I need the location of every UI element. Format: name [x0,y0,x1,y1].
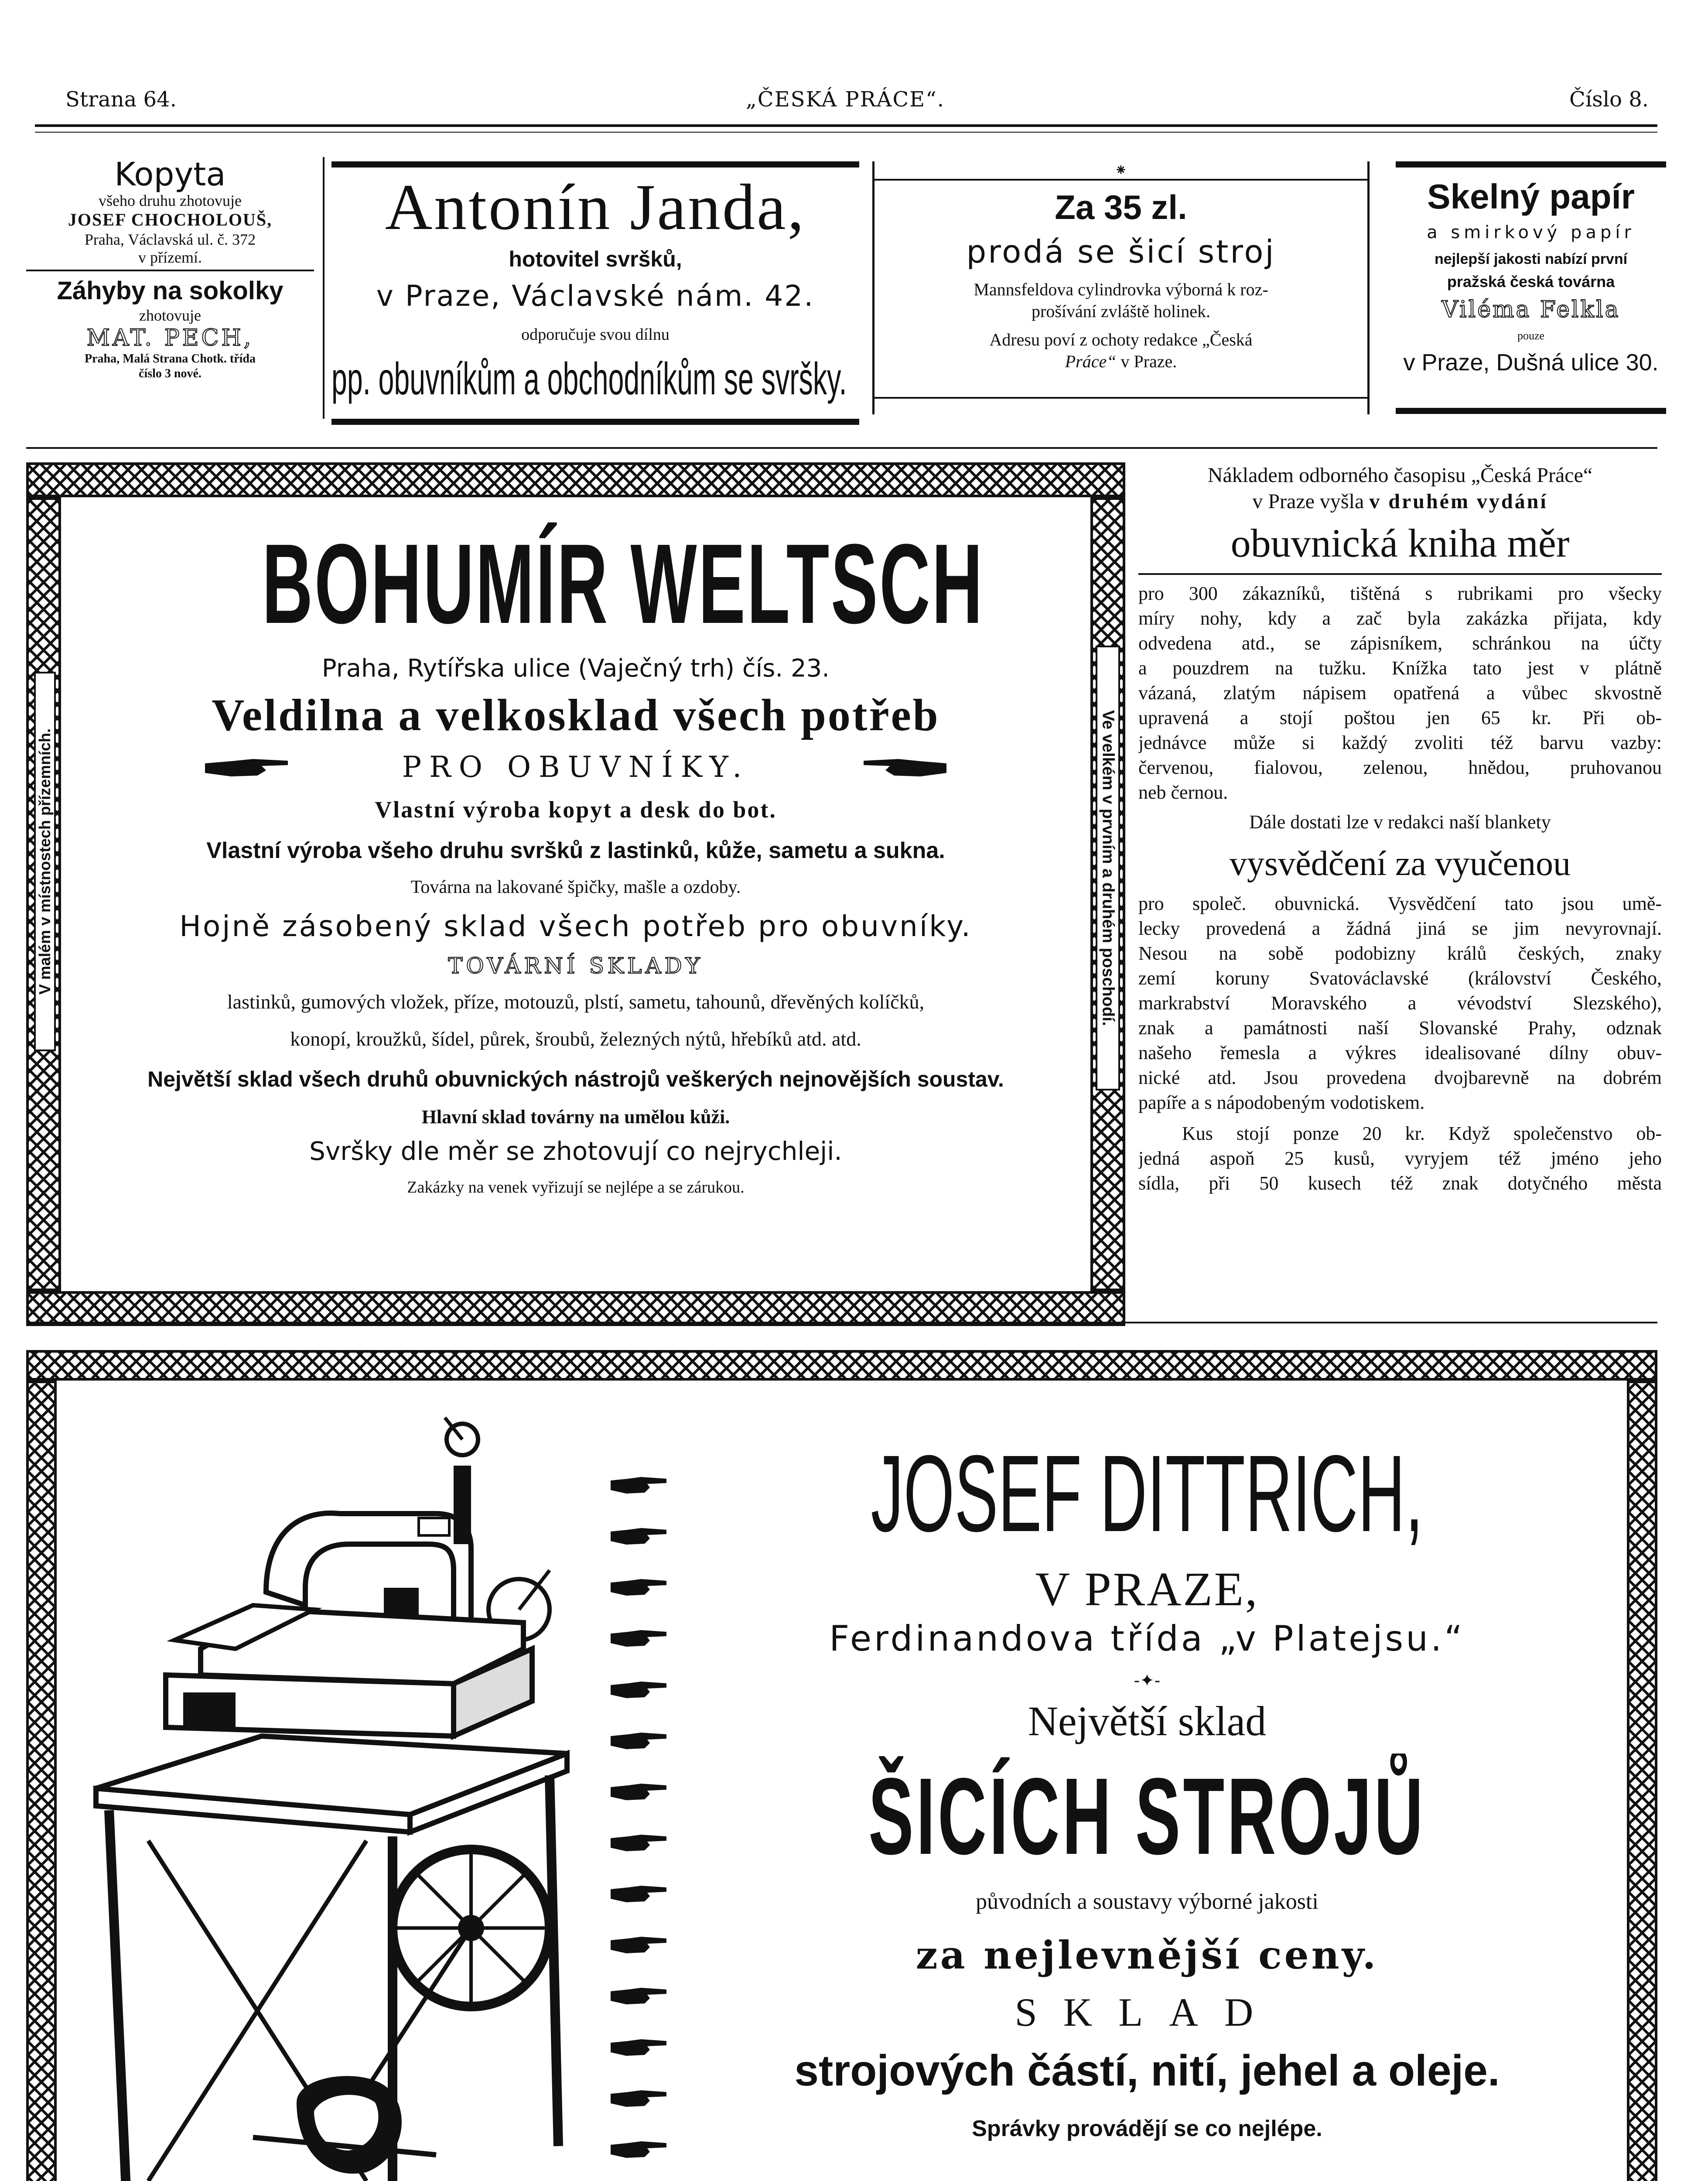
article-rule-1 [1138,573,1662,575]
section-rule-2 [26,1322,1657,1323]
pointing-hand-icon [611,1474,667,1496]
ad-papir-name: Viléma Felkla [1442,297,1620,323]
weltsch-line-5: TOVÁRNÍ SKLADY [448,953,704,978]
pointing-hand-icon [611,1627,667,1649]
ad-stroj-contact-1: Adresu poví z ochoty redakce „Česká [989,330,1253,349]
dittrich-warehouse: SKLAD [1015,1990,1280,2034]
dittrich-address: Ferdinandova třída „v Platejsu.“ [829,1618,1465,1659]
ad-janda [331,157,859,427]
pointing-hand-icon [611,1934,667,1956]
pointing-hand-icon [611,1985,667,2007]
ad-janda-top-rule [331,161,859,168]
ad-janda-audience-text: pp. obuvníkům a obchodníkům se svršky. [331,354,847,404]
pointing-hand-icon [611,2037,667,2058]
article-paragraph-3 [1138,891,1662,1090]
ad-papir-title: Skelný papír [1427,177,1635,216]
article-p1-line: pro 300 zákazníků, tištěná s rubrikami pro všecky [1138,583,1662,604]
ad-zahyby-name: MAT. PECH, [86,325,254,351]
ad-janda-name: Antonín Janda, [385,171,806,243]
ad-stroj-contact-2 [874,351,1367,372]
ad-kopyta-divider [26,270,314,271]
ad-papir-only: pouze [1517,329,1545,342]
ad-janda-audience [331,353,859,406]
ad-stroj [872,161,1370,414]
ad-janda-bottom-rule [331,419,859,425]
weltsch-side-right: Ve velkém v prvním a druhém poschodí. [1099,710,1117,1026]
article-p1-line: a pouzdrem na tužku. Knížka tato jest v plátně [1138,657,1662,679]
ad-janda-recommends: odporučuje svou dílnu [521,325,670,344]
article-p3-last: papíře a s nápodobeným vodotiskem. [1138,1092,1425,1113]
article-p4-line: jedná aspoň 25 kusů, vyryjem též jméno jeho [1138,1148,1662,1169]
ad-stroj-contact-rest: v Praze. [1116,352,1177,371]
article-p3-line: markrabství Moravského a vévodství Slezského), [1138,992,1662,1014]
weltsch-line-9: Hlavní sklad továrny na umělou kůži. [421,1106,730,1128]
article-p2: Dále dostati lze v redakci naší blankety [1249,811,1551,833]
article-paragraph-4 [1138,1121,1662,1196]
dittrich-quality: původních a soustavy výborné jakosti [976,1889,1319,1914]
weltsch-for-whom-text: PRO OBUVNÍKY. [402,750,750,784]
ad-kopyta-address: Praha, Václavská ul. č. 372 [84,231,256,248]
dittrich-ornament: -✦- [1134,1671,1161,1691]
ad-papir-address: v Praze, Dušná ulice 30. [1403,349,1659,376]
ad-stroj-offer: prodá se šicí stroj [966,233,1276,270]
ad-weltsch [70,506,1082,1287]
section-rule [26,447,1657,449]
weltsch-line-11: Zakázky na venek vyřizují se nejlépe a se zárukou. [407,1178,745,1196]
weltsch-name: BOHUMÍR WELTSCH [262,521,984,647]
ad-stroj-bottom-rule [874,397,1367,399]
ad-kopyta-title: Kopyta [114,156,226,193]
weltsch-for-whom [70,750,1082,790]
dittrich-city: V PRAZE, [1035,1562,1259,1616]
article-p1-line: upravená a stojí poštou jen 65 kr. Při ob- [1138,707,1662,728]
dittrich-prices: za nejlevnější ceny. [915,1932,1379,1978]
article-intro-2 [1138,489,1662,515]
weltsch-line-4: Hojně zásobený sklad všech potřeb pro obuvníky. [179,909,972,943]
pointing-hand-left-icon [859,755,946,781]
article-p1-line: vázaná, zlatým nápisem opatřená a vůbec skvostně [1138,682,1662,704]
article-p3-line: našeho řemesla a výkres idealisované dílny obuv- [1138,1042,1662,1063]
dittrich-largest: Největší sklad [1028,1698,1267,1744]
dittrich-name: JOSEF DITTRICH, [871,1432,1424,1553]
article-heading-2: vysvědčení za vyučenou [1230,844,1571,883]
article-p3-line: lecky provedená a žádná jiná se jim nevyrovnají. [1138,918,1662,939]
article-p1-line: míry nohy, kdy a zač byla zakázka přijata, kdy [1138,608,1662,629]
article-p1-last: neb černou. [1138,782,1228,803]
article-p3-line: pro společ. obuvnická. Vysvědčení tato jsou umě- [1138,893,1662,914]
ornament-border-top [26,462,1125,497]
weltsch-headline: Veldilna a velkosklad všech potřeb [212,690,940,740]
article-p4-line: Kus stojí ponze 20 kr. Když společenstvo ob- [1182,1123,1662,1144]
weltsch-line-3: Továrna na lakované špičky, mašle a ozdoby. [410,877,741,897]
article-p3-line: Nesou na sobě podobizny králů českých, znaky [1138,943,1662,964]
article-intro-1: Nákladem odborného časopisu „Česká Práce“ [1207,464,1593,487]
pointing-hand-icon [611,1781,667,1803]
ad-papir-top-rule [1396,161,1666,168]
weltsch-side-right-box [1096,646,1120,1090]
ad-kopyta-line: všeho druhu zhotovuje [99,192,242,209]
article-p3-line: znak a památnosti naší Slovanské Prahy, odznak [1138,1017,1662,1039]
weltsch-name-wrap [70,519,1082,650]
column-rule [323,157,325,419]
ornament-border-top-2 [26,1350,1657,1381]
pointing-hand-icon [611,2139,667,2160]
hands-column [611,1474,672,2181]
dittrich-name-wrap [680,1431,1614,1553]
running-header [65,87,1649,118]
ornament-border-bottom [26,1291,1125,1326]
ad-janda-address: v Praze, Václavské nám. 42. [376,279,815,313]
ad-zahyby-title: Záhyby na sokolky [57,277,284,305]
article-p3-line: zemí koruny Svatováclavské (království Českého, [1138,967,1662,989]
ad-zahyby-address-2: číslo 3 nové. [139,367,202,380]
weltsch-side-left-box [34,672,56,1051]
article-paragraph-1 [1138,581,1662,780]
ad-dittrich [680,1396,1614,2181]
article-p3-line: nické atd. Jsou provedena dvojbarevně na dobrém [1138,1067,1662,1088]
article-intro-2b: v druhém vydání [1369,490,1548,513]
ad-stroj-desc-2: prošívání zvláště holinek. [1032,301,1210,321]
weltsch-line-2: Vlastní výroba všeho druhu svršků z lastinků, kůže, sametu a sukna. [206,838,945,863]
pointing-hand-icon [611,1525,667,1547]
ad-papir-line-2: pražská česká továrna [1447,273,1615,291]
pointing-hand-icon [611,2088,667,2109]
dittrich-parts: strojových částí, nití, jehel a oleje. [794,2046,1500,2095]
ad-janda-trade: hotovitel svršků, [509,247,682,271]
weltsch-side-left: V malém v místnostech přízemních. [36,728,54,995]
article-intro-2a: v Praze vyšla [1252,490,1370,513]
weltsch-line-10: Svršky dle měr se zhotovují co nejrychleji. [309,1136,842,1166]
ad-zahyby-address: Praha, Malá Strana Chotk. třída [85,352,256,366]
ad-kopyta-name: JOSEF CHOCHOLOUŠ, [68,210,273,229]
pointing-hand-icon [611,1730,667,1752]
newspaper-title: „ČESKÁ PRÁCE“. [746,87,945,112]
ad-papir-subtitle: a smirkový papír [1427,222,1635,243]
article-heading-1: obuvnická kniha měr [1230,521,1570,565]
pointing-hand-icon [611,1679,667,1701]
ad-stroj-contact-italic: Práce“ [1065,352,1117,371]
header-rule [35,124,1657,127]
ad-papir [1396,157,1666,419]
ad-kopyta-floor: v přízemí. [138,249,202,266]
header-rule-thin [35,132,1657,133]
pointing-hand-icon [611,1832,667,1854]
weltsch-line-1: Vlastní výroba kopyt a desk do bot. [375,797,777,823]
ad-zahyby-line: zhotovuje [139,307,201,324]
page-number: Strana 64. [65,87,177,112]
weltsch-line-6: lastinků, gumových vložek, příze, motouzů, plstí, sametu, tahounů, dřevěných kolíčků, [227,991,925,1013]
article-p1-line: odvedena atd., se zápisníkem, schránkou na účty [1138,632,1662,654]
ornament-border-left-2 [26,1381,57,2181]
dittrich-repairs: Správky provádějí se co nejlépe. [972,2116,1322,2141]
article-p1-line: jednávce může si každý zvoliti též barvu vazby: [1138,732,1662,753]
issue-number: Číslo 8. [1569,87,1649,112]
weltsch-address: Praha, Rytířska ulice (Vaječný trh) čís. 23. [321,654,830,683]
ad-papir-bottom-rule [1396,408,1666,414]
article-p1-line: červenou, fialovou, zelenou, hnědou, pruhovanou [1138,757,1662,778]
ad-kopyta [26,157,314,436]
weltsch-line-8: Největší sklad všech druhů obuvnických nástrojů veškerých nejnovějších soustav. [147,1067,1004,1091]
weltsch-line-7: konopí, kroužků, šídel, půrek, šroubů, železných nýtů, hřebíků atd. atd. [290,1028,861,1050]
article-column [1138,462,1662,1317]
pointing-hand-icon [611,1576,667,1598]
ad-stroj-price: Za 35 zl. [1055,188,1187,226]
sewing-machine-illustration [79,1405,584,2181]
ornament-border-right-2 [1627,1381,1657,2181]
article-p4-line: sídla, při 50 kusech též znak dotyčného města [1138,1173,1662,1194]
ad-stroj-ornament-top: ⁕ [1114,161,1128,179]
dittrich-product: ŠICÍCH STROJŮ [868,1755,1426,1876]
ad-papir-line-1: nejlepší jakosti nabízí první [1434,251,1628,267]
ad-stroj-desc-1: Mannsfeldova cylindrovka výborná k roz- [974,280,1268,299]
pointing-hand-icon [611,1883,667,1905]
dittrich-product-wrap [680,1754,1614,1876]
